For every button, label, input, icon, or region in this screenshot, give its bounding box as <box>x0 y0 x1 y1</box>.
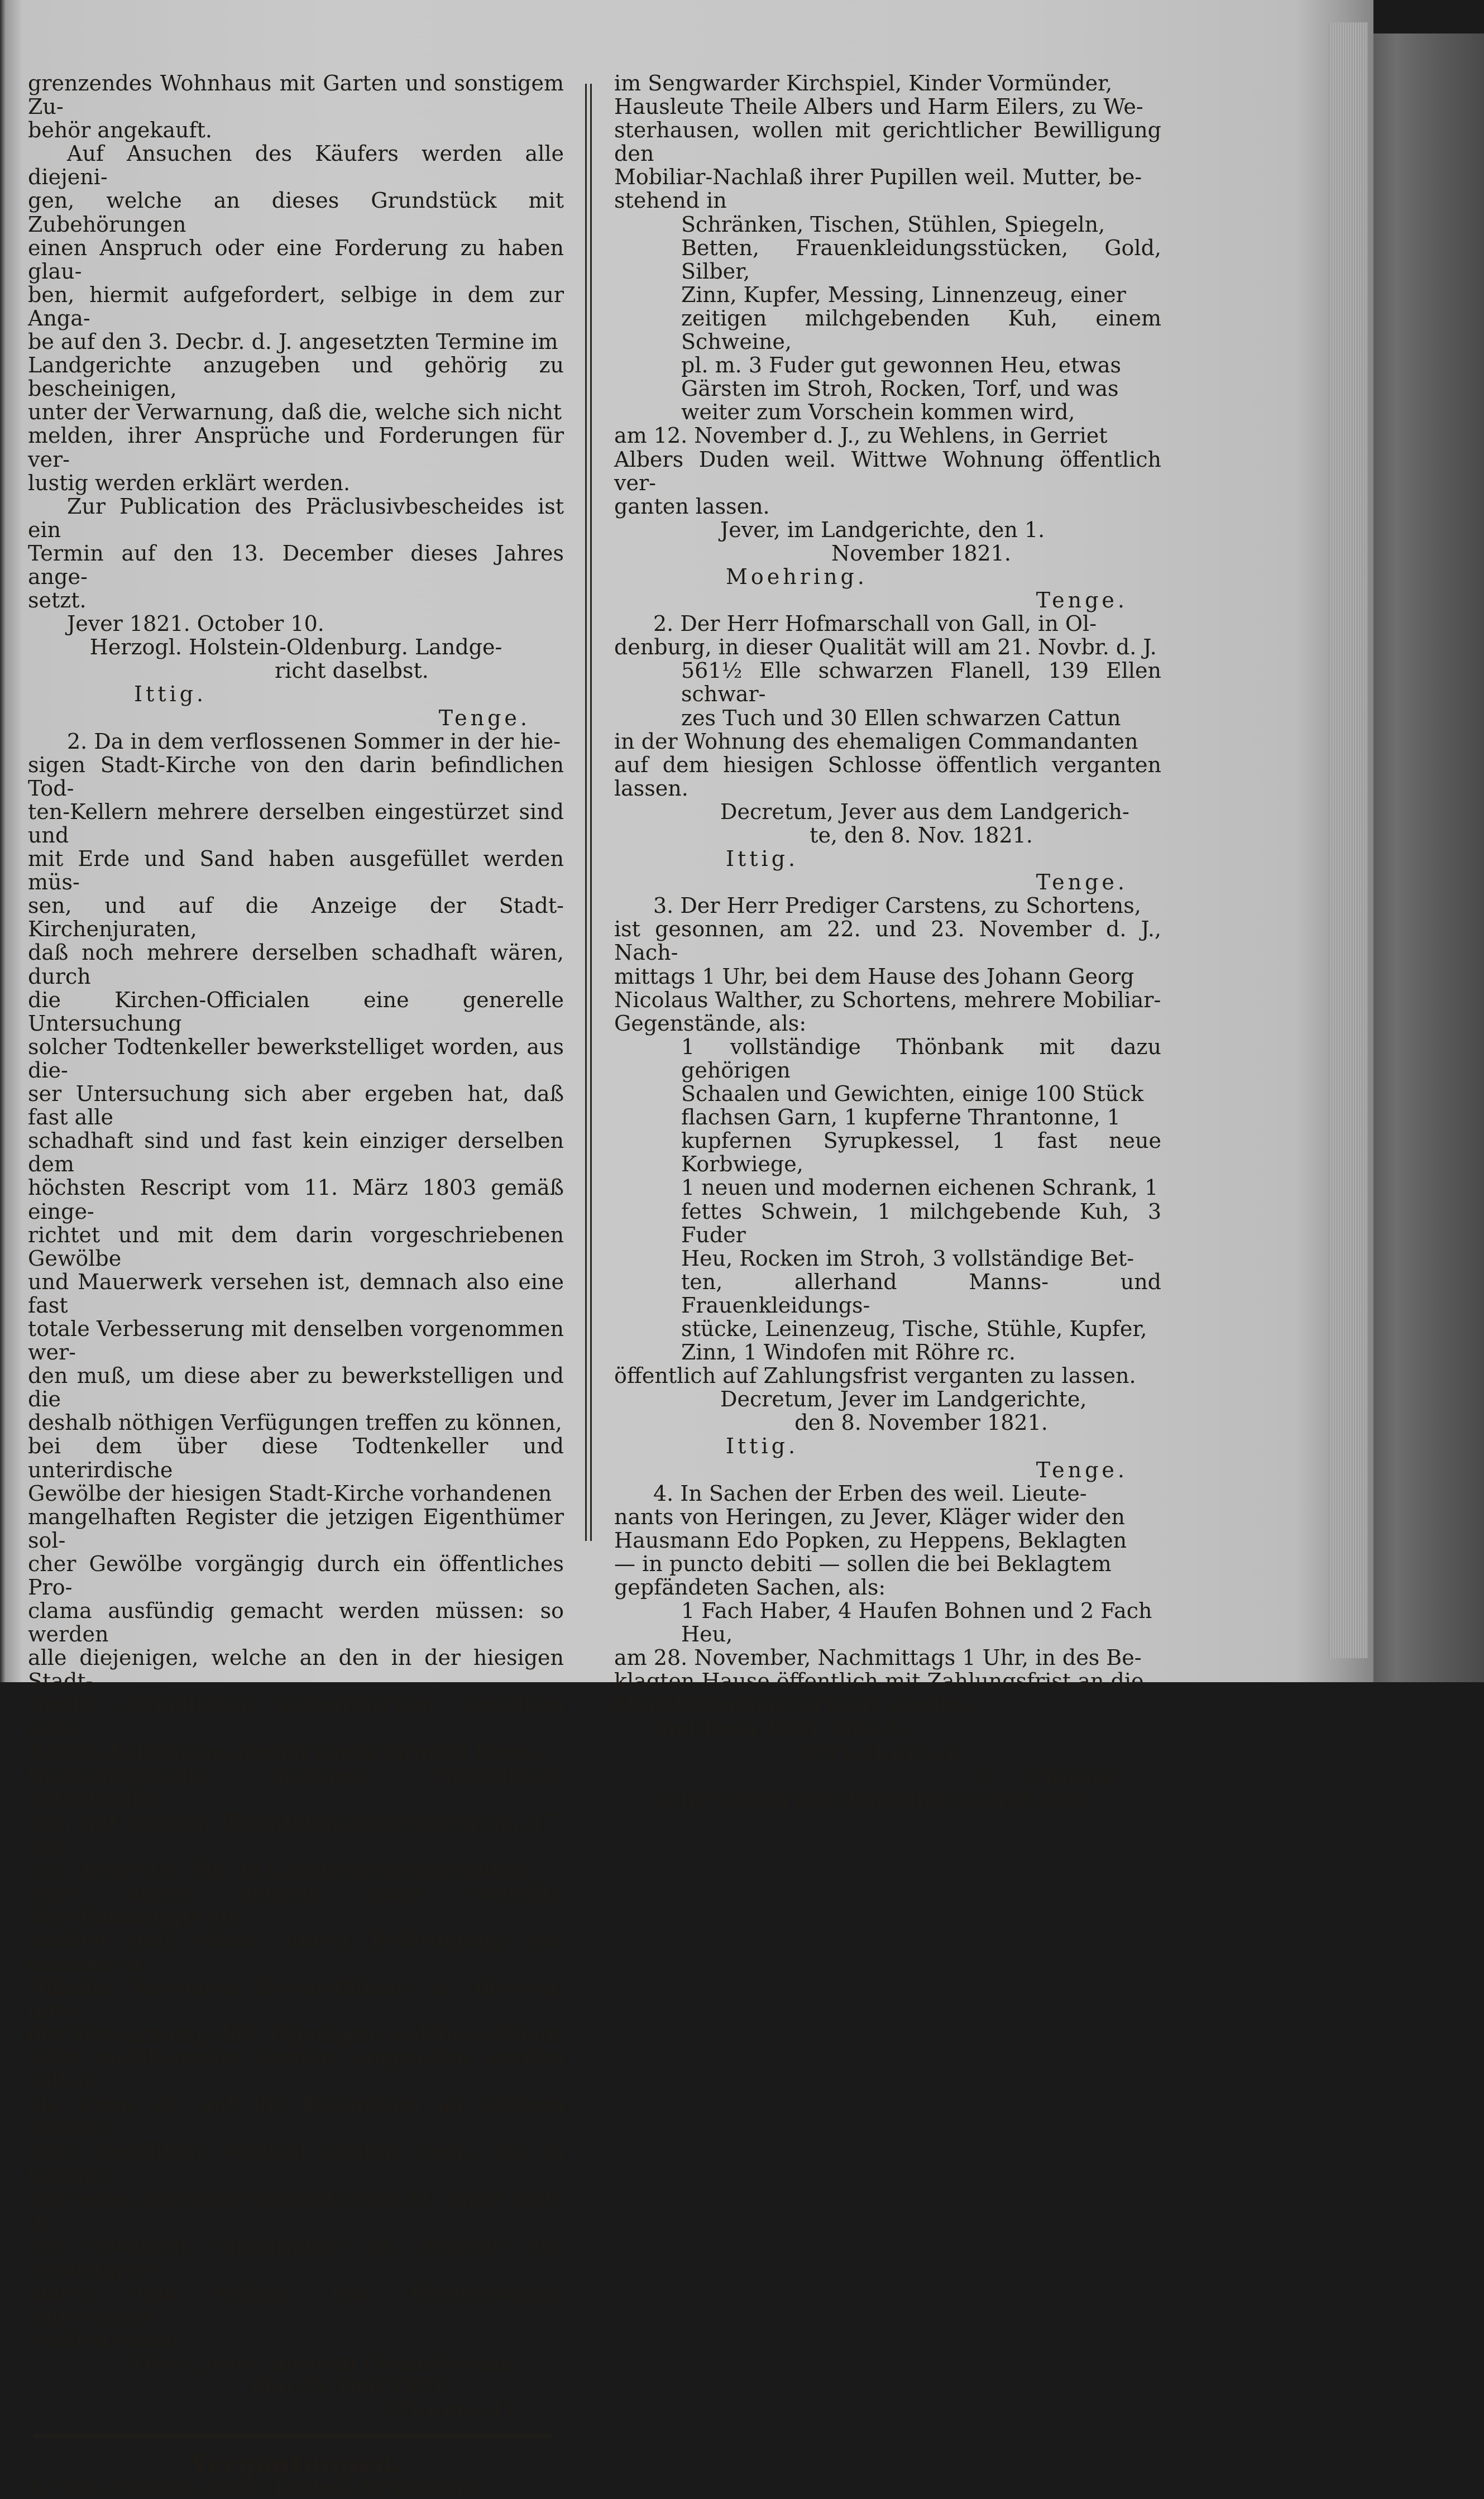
text-line: ist gesonnen, am 22. und 23. November d. J., Nach- <box>614 917 1161 965</box>
text-line: mit Erde und Sand haben ausgefüllet werden müs- <box>28 846 564 895</box>
list-line: zes Tuch und 30 Ellen schwarzen Cattun <box>681 705 1121 730</box>
text-line: cher Gewölbe vorgängig durch ein öffentliches Pro- <box>28 1551 564 1600</box>
text-line: totale Verbesserung mit denselben vorgenommen wer- <box>28 1316 564 1365</box>
list-line: Schränken, Tischen, Stühlen, Spiegeln, <box>681 212 1105 237</box>
signature: v. Trampe. <box>981 1763 1128 1788</box>
signature: Tenge. <box>1036 1457 1128 1482</box>
signature: Chemnitz. <box>390 2397 530 2423</box>
text-line: unter der Verwarnung, daß die, welche sich nicht <box>28 400 562 425</box>
text-line: denburg, in dieser Qualität will am 21. Novbr. d. J. <box>614 635 1157 660</box>
list-line: kupfernen Syrupkessel, 1 fast neue Korbwiege, <box>681 1128 1161 1177</box>
text-line: sterhausen, wollen mit gerichtlicher Bewilligung den <box>614 118 1161 166</box>
text-line: grenzendes Wohnhaus mit Garten und sonstigem Zu- <box>28 71 564 119</box>
text-line: oder durch gehörig dazu bestellte Bevollmächtigte zu <box>28 1880 564 1929</box>
text-line: und Mauerwerk versehen ist, demnach also eine fast <box>28 1269 564 1318</box>
page-edges <box>1329 22 1368 1658</box>
text-line: lustig werden erklärt werden. <box>28 470 351 495</box>
right-column <box>614 71 1161 1811</box>
list-line: Zinn, Kupfer, Messing, Linnenzeug, einer <box>681 282 1126 307</box>
issuer-line: Herzogl. Holstein-Oldenburg. Landge- <box>89 635 502 660</box>
section-rule <box>33 2434 553 2438</box>
text-line: 1. Weil. Gerriet Albers Duden, zu Wehlens <box>28 2474 481 2499</box>
text-line: res etwaigen Eigenthums an solchen für verlustig er- <box>28 2233 564 2281</box>
book-cover <box>1373 33 1484 1682</box>
list-line: Betten, Frauenkleidungsstücken, Gold, Silber, <box>681 235 1161 284</box>
text-line: ten-Kellern mehrere derselben eingestürzet sind und <box>28 799 564 848</box>
text-line: thumsansprüche machen, hiermittelst aufgefordert, <box>28 1763 564 1811</box>
text-line: Auf Ansuchen des Käufers werden alle diejeni- <box>28 141 564 190</box>
text-line: alle diejenigen, welche an den in der hiesigen Stadt- <box>28 1645 564 1694</box>
text-line: als wenn sie auf ihr Eigenthum an solchen Kellern <box>28 2092 564 2141</box>
list-line: ten, allerhand Manns- und Frauenkleidungs- <box>681 1269 1161 1318</box>
text-line: auf dem hiesigen Schlosse öffentlich verganten lassen. <box>614 752 1161 801</box>
dateline: Jever 1821. October 10. <box>67 611 324 636</box>
list-line: Zinn, 1 Windofen mit Röhre rc. <box>681 1340 1016 1365</box>
left-column <box>28 71 564 2499</box>
text-line: ben, hiermit aufgefordert, selbige in dem zur Anga- <box>28 282 564 331</box>
text-line: klagten Hause öffentlich mit Zahlungsfrist an die <box>614 1669 1144 1694</box>
text-line: werden sollen. <box>28 2327 186 2352</box>
list-line: weiter zum Vorschein kommen wird, <box>681 400 1075 425</box>
text-line: am 12. November d. J., zu Wehlens, in Gerriet <box>614 423 1108 448</box>
text-line: setzt. <box>28 588 87 613</box>
decree-line: Decretum, Jever aus dem Landgerich- <box>720 799 1129 824</box>
decree-date: te, den 8. Nov. 1821. <box>810 823 1033 848</box>
list-line: fettes Schwein, 1 milchgebende Kuh, 3 Fuder <box>681 1199 1161 1247</box>
list-line: Heu, Rocken im Stroh, 3 vollständige Bet- <box>681 1246 1134 1271</box>
text-line: Händen habenden Beweisthümer zu dociren, unter <box>28 1974 564 2023</box>
text-line: ganten lassen. <box>614 494 770 519</box>
signature: Ittig. <box>726 1434 799 1459</box>
text-line: ser Untersuchung sich aber ergeben hat, daß fast alle <box>28 1081 564 1130</box>
text-line: Hausleute Theile Albers und Harm Eilers, zu We- <box>614 94 1143 119</box>
list-line: flachsen Garn, 1 kupferne Thrantonne, 1 <box>681 1105 1121 1130</box>
signature: Tenge. <box>1036 588 1128 613</box>
text-line: — in puncto debiti — sollen die bei Beklagtem <box>614 1551 1112 1576</box>
text-line: die Kirchen-Officialen eine generelle Untersuchung <box>28 987 564 1036</box>
text-line: Termin auf den 13. December dieses Jahres ange- <box>28 540 564 589</box>
list-line: Schaalen und Gewichten, einige 100 Stück <box>681 1081 1144 1107</box>
text-line: nicht nachkommen werden, angesehen werden sollen, <box>28 2045 564 2093</box>
list-line: zeitigen milchgebenden Kuh, einem Schweine, <box>681 305 1161 355</box>
text-line: richtet und mit dem darin vorgeschriebenen Gewölbe <box>28 1222 564 1271</box>
signature: Strackerjan. <box>801 1739 975 1764</box>
text-line: stehend in <box>614 188 727 213</box>
text-line: Zur Publication des Präclusivbescheides ist ein <box>28 494 564 542</box>
column-divider <box>585 84 592 1541</box>
list-line: 561½ Elle schwarzen Flanell, 139 Ellen schwar- <box>681 658 1161 707</box>
text-line: kläret, und selbige von Kirchenwegen zugeworfen <box>28 2280 564 2328</box>
text-line: Meistbietenden verkauft werden. <box>614 1692 974 1717</box>
text-line: gen, welche an dieses Grundstück mit Zubehörungen <box>28 188 564 237</box>
text-line: Nicolaus Walther, zu Schortens, mehrere Mobiliar- <box>614 987 1161 1012</box>
text-line: Landgerichte anzugeben und gehörig zu bescheinigen, <box>28 353 564 401</box>
signature: Tenge. <box>1036 870 1128 895</box>
text-line: 3. Der Herr Prediger Carstens, zu Schortens, <box>653 893 1141 918</box>
text-line: Gewölbe der hiesigen Stadt-Kirche vorhandenen <box>28 1481 552 1506</box>
text-line: am 28. November, Nachmittags 1 Uhr, in des Be- <box>614 1645 1142 1670</box>
text-line: mangelhaften Register die jetzigen Eigenthümer sol- <box>28 1504 564 1553</box>
text-line: daß noch mehrere derselben schadhaft wären, durch <box>28 940 564 989</box>
decree-date: den 8. November 1821. <box>794 1410 1048 1435</box>
text-line: 4. In Sachen der Erben des weil. Lieute- <box>653 1481 1087 1506</box>
text-line: nants von Heringen, zu Jever, Kläger wider den <box>614 1504 1125 1529</box>
decree-date: den 25. Oct. 1821. <box>252 2374 452 2399</box>
text-line: oder Gewölben Verzicht leisten, resp. sie in Gemäß- <box>28 2139 564 2187</box>
section-heading: Vergantungen. <box>190 2448 402 2479</box>
signature: Ittig. <box>726 846 799 872</box>
text-line: höchsten Rescript vom 11. März 1803 gemäß einge- <box>28 1175 564 1224</box>
text-line: der Verwarnung, daß diejenigen, welche solchem <box>28 2021 560 2046</box>
text-line: bei dem über diese Todtenkeller und unterirdische <box>28 1434 564 1482</box>
list-line: 1 Fach Haber, 4 Haufen Bohnen und 2 Fach <box>681 1598 1152 1624</box>
text-line: 5. In Sachen der Handlung Laun et Gün- <box>653 1786 1091 1811</box>
list-line: Heu, <box>681 1622 733 1647</box>
decree-line: Decr., Jever aus dem Consistorium, <box>134 2350 513 2376</box>
text-line: 2. Da in dem verflossenen Sommer in der hie- <box>67 729 561 754</box>
text-line: 2. Der Herr Hofmarschall von Gall, in Ol- <box>653 611 1097 636</box>
text-line: sigen Stadt-Kirche von den darin befindlichen Tod- <box>28 752 564 801</box>
text-line: deshalb nöthigen Verfügungen treffen zu können, <box>28 1410 562 1435</box>
text-line: den muß, um diese aber zu bewerkstelligen und die <box>28 1363 564 1412</box>
text-line: melden und solche durch Beibringung der darüber in <box>28 1927 564 1976</box>
text-line: heit jenes höchsten Rescripts vom 11. März 1803 ih- <box>28 2186 564 2234</box>
dateline: Amt Jever 1821. Nov. 8. <box>653 1716 909 1741</box>
decree-date: November 1821. <box>831 540 1011 566</box>
list-line: 1 neuen und modernen eichenen Schrank, 1 <box>681 1175 1159 1200</box>
list-line: 1 vollständige Thönbank mit dazu gehörigen <box>681 1034 1161 1083</box>
text-line: be auf den 3. Decbr. d. J. angesetzten Termine im <box>28 329 558 355</box>
text-line: Gegenstände, als: <box>614 1011 807 1036</box>
text-line: öffentlich auf Zahlungsfrist verganten zu lassen. <box>614 1363 1136 1389</box>
text-line: gepfändeten Sachen, als: <box>614 1575 886 1600</box>
issuer-line: richt daselbst. <box>275 658 429 683</box>
list-line: Gärsten im Stroh, Rocken, Torf, und was <box>681 376 1119 401</box>
text-line: sen, und auf die Anzeige der Stadt-Kirchenjuraten, <box>28 893 564 942</box>
text-line: melden, ihrer Ansprüche und Forderungen für ver- <box>28 423 564 472</box>
signature: Tenge. <box>438 705 530 730</box>
list-line: pl. m. 3 Fuder gut gewonnen Heu, etwas <box>681 353 1122 378</box>
text-line: solcher Todtenkeller bewerkstelliget worden, aus die- <box>28 1034 564 1083</box>
signature: Ittig. <box>134 682 207 707</box>
text-line: in der Wohnung des ehemaligen Commandanten <box>614 729 1138 754</box>
text-line: d. J., frühe 10 Uhr, im Consistorium persönlich <box>28 1857 530 1882</box>
text-line: behör angekauft. <box>28 118 212 143</box>
text-line: Albers Duden weil. Wittwe Wohnung öffentlich ver- <box>614 447 1161 495</box>
text-line: schadhaft sind und fast kein einziger derselben dem <box>28 1128 564 1177</box>
text-line: Mobiliar-Nachlaß ihrer Pupillen weil. Mutter, be- <box>614 165 1142 190</box>
text-line: einen Anspruch oder eine Forderung zu haben glau- <box>28 235 564 284</box>
decree-line: Jever, im Landgerichte, den 1. <box>720 517 1045 542</box>
text-line: Todten-Kellern aus irgend einem Grunde Eigen- <box>28 1739 543 1764</box>
list-line: stücke, Leinenzeug, Tische, Stühle, Kupfer, <box>681 1316 1147 1341</box>
text-line: mittags 1 Uhr, bei dem Hause des Johann Georg <box>614 964 1134 989</box>
text-line: im Sengwarder Kirchspiel, Kinder Vormünder, <box>614 71 1113 95</box>
text-line: sich mit solchen Eigenthumsansprüchen am 17. Dec. <box>28 1809 564 1859</box>
decree-line: Decretum, Jever im Landgerichte, <box>720 1387 1087 1412</box>
signature: Moehring. <box>726 564 868 589</box>
text-line: Hausmann Edo Popken, zu Heppens, Beklagten <box>614 1528 1127 1553</box>
text-line: clama ausfündig gemacht werden müssen: so werden <box>28 1598 564 1647</box>
text-line: Kirche befindlichen unterirdischen Gewölben oder <box>28 1692 564 1741</box>
